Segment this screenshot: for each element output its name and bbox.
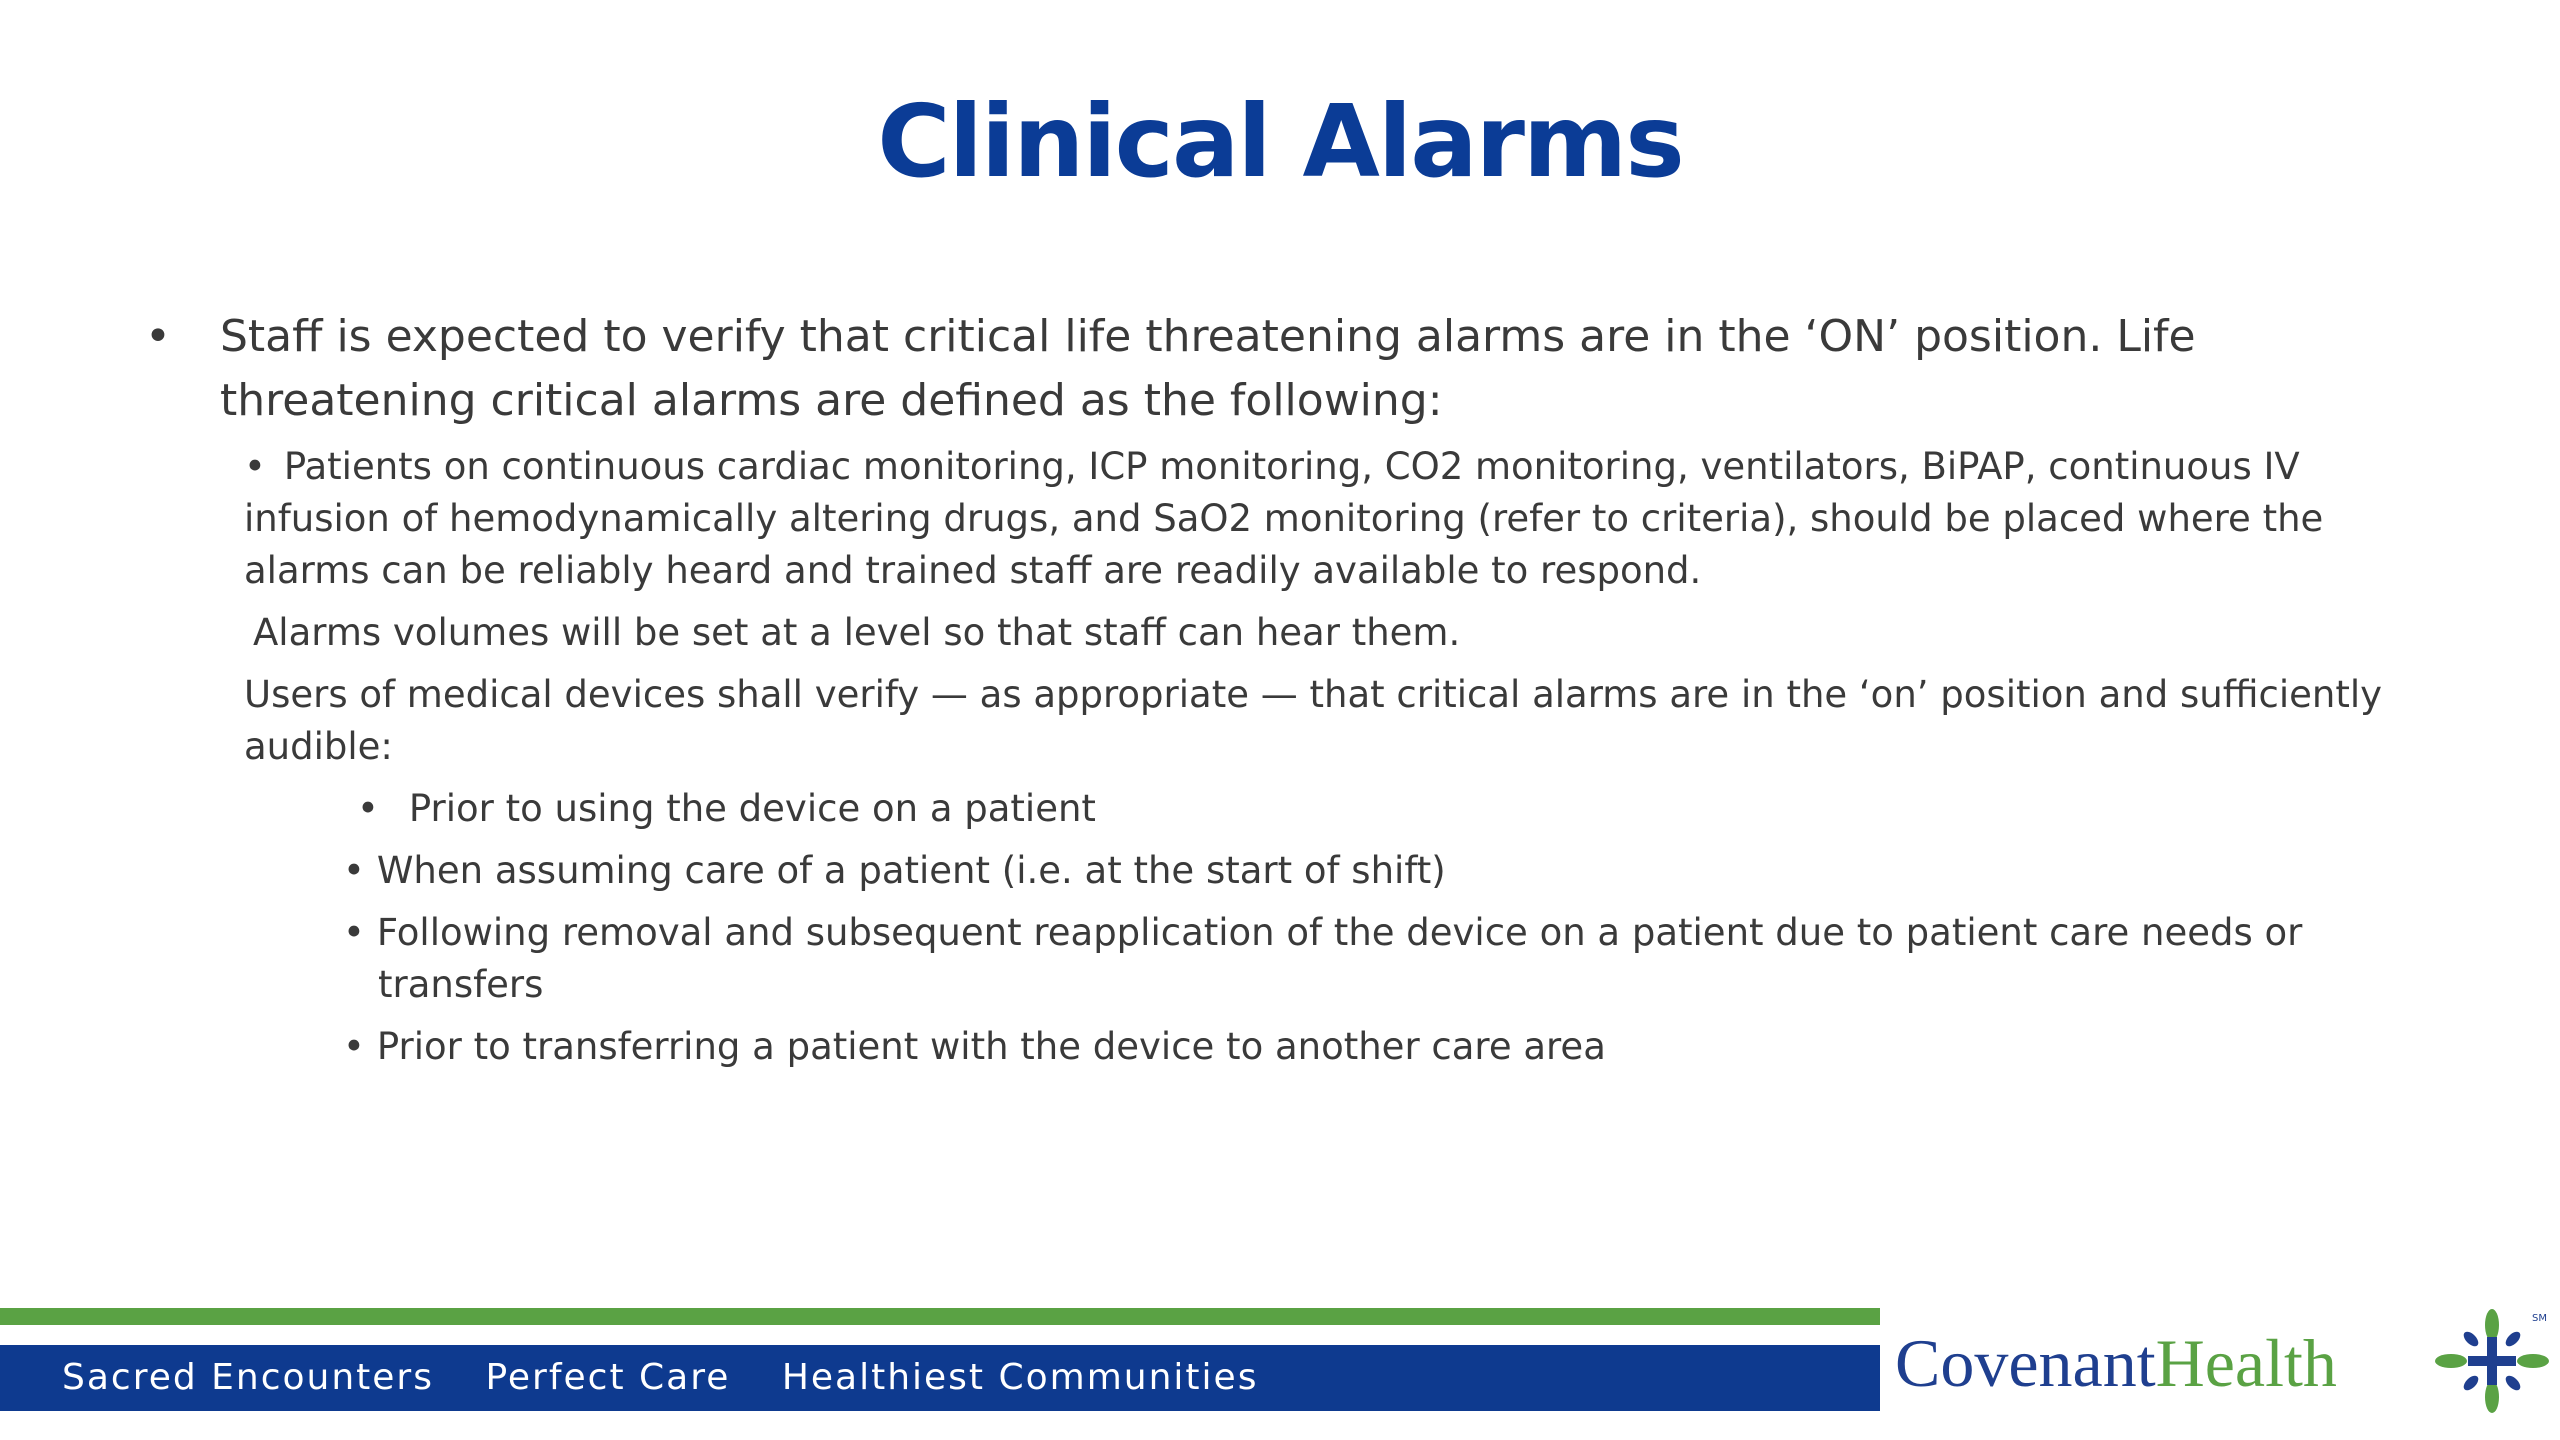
bullet-marker: • (145, 311, 171, 362)
tagline-perfect-care: Perfect Care (485, 1357, 731, 1398)
sub-bullet-text: Patients on continuous cardiac monitoring, ICP monitoring, CO2 monitoring, ventilators, BiPAP, continuous IV infusion of hemodynamically altering drugs, and SaO2 monitoring (refer to criteria), should be placed where the alarms can be reliably heard and trained staff are readily available to respond. (244, 445, 2324, 592)
check-item-text: Prior to using the device on a patient (408, 787, 1096, 830)
tagline-sacred-encounters: Sacred Encounters (62, 1357, 434, 1398)
bullet-marker: • (343, 911, 365, 954)
check-item-continuation: transfers (378, 963, 544, 1006)
bullet-marker: • (357, 787, 379, 830)
check-item-text: When assuming care of a patient (i.e. at the start of shift) (376, 849, 1446, 892)
check-item (145, 907, 2435, 1011)
bullet-marker: • (244, 445, 266, 488)
logo-wordmark-covenant: Covenant (1895, 1325, 2156, 1401)
covenant-health-logo (1895, 1305, 2550, 1425)
service-mark: SM (2532, 1313, 2547, 1324)
bullet-marker: • (343, 849, 365, 892)
check-item (145, 845, 2435, 897)
sub-bullet-item (145, 441, 2435, 597)
slide-title: Clinical Alarms (877, 83, 1683, 200)
users-verify-text: Users of medical devices shall verify — as appropriate — that critical alarms are in the ‘on’ position and sufficiently audible: (244, 673, 2382, 768)
slide-content (145, 305, 2435, 1073)
tagline-healthiest-communities: Healthiest Communities (781, 1357, 1259, 1398)
check-item-text: Prior to transferring a patient with the device to another care area (376, 1025, 1606, 1068)
main-bullet-text: Staff is expected to verify that critical life threatening alarms are in the ‘ON’ position. Life threatening critical alarms are defined as the following: (220, 311, 2196, 426)
logo-wordmark-health: Health (2155, 1325, 2337, 1401)
check-item (145, 1021, 2435, 1073)
check-item (145, 783, 2435, 835)
logo-wordmark (1895, 1323, 2337, 1403)
footer-green-bar (0, 1308, 1880, 1325)
check-item-text: Following removal and subsequent reapplication of the device on a patient due to patient care needs or (376, 911, 2303, 954)
main-bullet-item (145, 305, 2435, 433)
alarm-volume-text: Alarms volumes will be set at a level so that staff can hear them. (253, 611, 1461, 654)
bullet-marker: • (343, 1025, 365, 1068)
footer-tagline (62, 1352, 1296, 1404)
